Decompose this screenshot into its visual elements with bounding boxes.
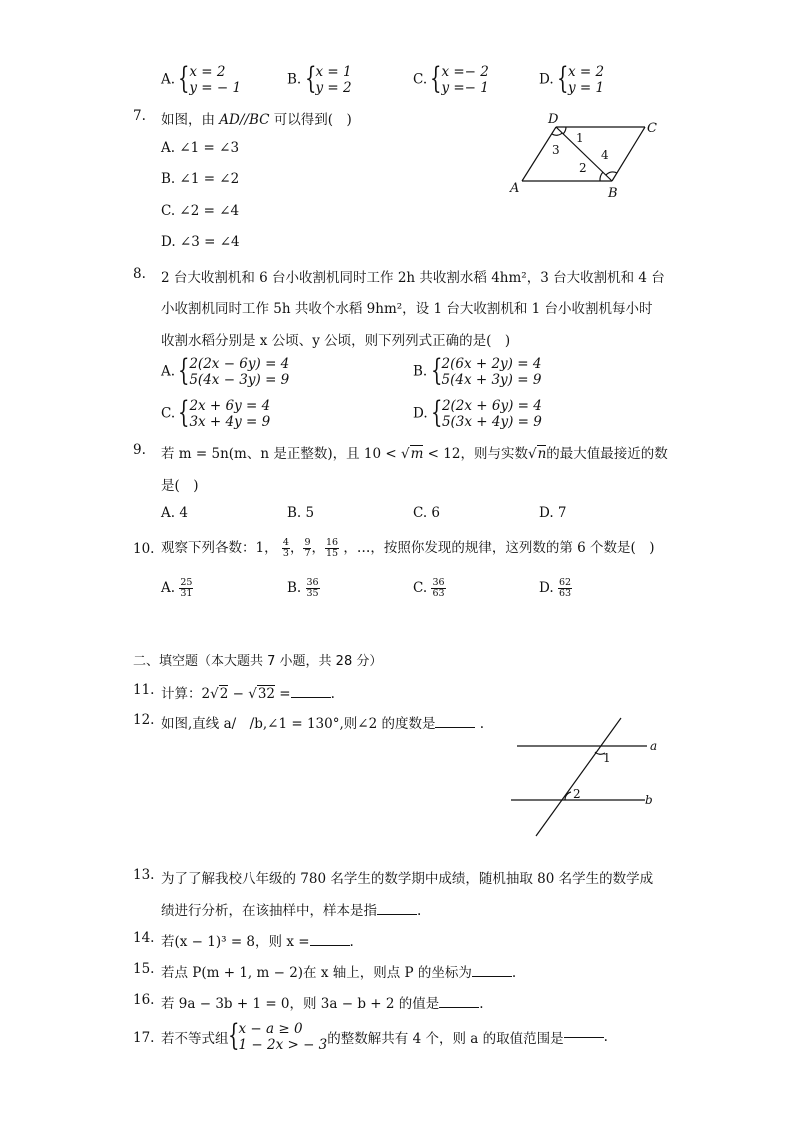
sqrt-sign: √ — [400, 446, 410, 462]
question-stem-line-1: 若 m = 5n(m、n 是正整数)，且 10 < √m < 12，则与实数√n的最大值最接近的数 — [161, 446, 668, 462]
transversal — [536, 718, 621, 836]
parallelogram-figure — [500, 108, 680, 203]
label-a: A — [510, 181, 520, 196]
option-b[interactable]: B. { 2(6x + 2y) = 4 5(4x + 3y) = 9 — [413, 356, 541, 388]
label-b: b — [645, 793, 653, 807]
question-number: 8. — [133, 266, 146, 282]
question-number: 9. — [133, 442, 146, 458]
question-number: 10. — [133, 541, 155, 557]
answer-blank[interactable] — [435, 727, 475, 728]
label-angle-2: 2 — [579, 161, 587, 175]
side-ad — [522, 127, 556, 181]
label-angle-3: 3 — [552, 143, 560, 157]
option-d[interactable]: D. { x = 2 y = 1 — [539, 64, 604, 96]
answer-blank[interactable] — [439, 1007, 479, 1008]
question-stem: 若不等式组{ x − a ≥ 0 1 − 2x > − 3的整数解共有 4 个，则 a 的取值范围是 . — [161, 1021, 608, 1053]
sqrt-sign: √ — [527, 446, 537, 462]
angle-arc-1 — [563, 127, 566, 134]
question-stem: 观察下列各数：1， $\frac{4}{3}$ ， $\frac{9}{7}$ ， $\frac{16}{15}$ ，…，按照你发现的规律，这列数的第 6 个数是( ) — [161, 537, 655, 559]
option-a[interactable]: A. $\frac{25}{31}$ — [161, 577, 193, 599]
question-stem: 若 9a − 3b + 1 = 0，则 3a − b + 2 的值是 . — [161, 996, 484, 1012]
option-a[interactable]: A. { x = 2 y = − 1 — [161, 64, 241, 96]
label-d: D — [548, 112, 559, 127]
option-b[interactable]: B. 5 — [287, 505, 315, 521]
option-d[interactable]: D. { 2(2x + 6y) = 4 5(3x + 4y) = 9 — [413, 398, 542, 430]
option-d[interactable]: D. $\frac{62}{63}$ — [539, 577, 572, 599]
question-number: 15. — [133, 961, 155, 977]
option-d[interactable]: D. ∠3 = ∠4 — [161, 234, 240, 250]
label-angle-2: 2 — [573, 787, 581, 801]
option-b[interactable]: B. ∠1 = ∠2 — [161, 171, 240, 187]
angle-arc-3 — [552, 133, 562, 135]
question-stem-line-1: 2 台大收割机和 6 台小收割机同时工作 2h 共收割水稻 4hm²，3 台大收割机和 4 台 — [161, 270, 665, 286]
answer-blank[interactable] — [472, 976, 512, 977]
question-stem: 若(x − 1)³ = 8，则 x = . — [161, 934, 354, 950]
angle-arc-2 — [565, 792, 571, 800]
question-stem-line-2: 绩进行分析，在该抽样中，样本是指 . — [161, 903, 422, 919]
sqrt-sign: √ — [210, 686, 219, 702]
question-number: 13. — [133, 867, 155, 883]
parallel-lines-figure — [505, 712, 665, 840]
question-stem: 如图，由 AD//BC 可以得到( ) — [161, 112, 352, 128]
label-angle-4: 4 — [601, 148, 609, 162]
question-number: 17. — [133, 1030, 155, 1046]
answer-blank[interactable] — [310, 945, 350, 946]
section-title: 二、填空题（本大题共 7 小题，共 28 分） — [133, 654, 383, 669]
angle-arc-2 — [600, 172, 603, 181]
question-stem-line-2: 小收割机同时工作 5h 共收个水稻 9hm²，设 1 台大收割机和 1 台小收割机每小时 — [161, 301, 653, 317]
question-number: 14. — [133, 930, 155, 946]
question-stem-line-1: 为了了解我校八年级的 780 名学生的数学期中成绩，随机抽取 80 名学生的数学成 — [161, 871, 654, 887]
label-a: a — [650, 739, 658, 753]
answer-blank[interactable] — [377, 914, 417, 915]
option-c[interactable]: C. ∠2 = ∠4 — [161, 203, 240, 219]
fraction: $\frac{16}{15}$ — [325, 537, 339, 559]
question-number: 7. — [133, 108, 146, 124]
label-c: C — [647, 121, 657, 136]
question-stem-line-2: 是( ) — [161, 478, 199, 494]
question-stem: 计算：2√2 − √32 = . — [161, 686, 335, 702]
option-a[interactable]: A. 4 — [161, 505, 188, 521]
option-b[interactable]: B. $\frac{36}{35}$ — [287, 577, 319, 599]
answer-blank[interactable] — [564, 1037, 604, 1038]
question-number: 11. — [133, 682, 155, 698]
fraction: $\frac{4}{3}$ — [282, 537, 289, 559]
option-b[interactable]: B. { x = 1 y = 2 — [287, 64, 352, 96]
inequality-system: { x − a ≥ 0 1 − 2x > − 3 — [229, 1021, 328, 1053]
option-c[interactable]: C. $\frac{36}{63}$ — [413, 577, 445, 599]
question-number: 12. — [133, 712, 155, 728]
option-a[interactable]: A. ∠1 = ∠3 — [161, 140, 240, 156]
sqrt-sign: √ — [248, 686, 257, 702]
label-angle-1: 1 — [603, 751, 611, 765]
option-c[interactable]: C. { 2x + 6y = 4 3x + 4y = 9 — [161, 398, 270, 430]
label-b: B — [608, 186, 618, 201]
answer-blank[interactable] — [291, 697, 331, 698]
question-stem: 若点 P(m + 1, m − 2)在 x 轴上，则点 P 的坐标为 . — [161, 965, 517, 981]
option-a[interactable]: A. { 2(2x − 6y) = 4 5(4x − 3y) = 9 — [161, 356, 289, 388]
question-stem: 如图,直线 a/ /b,∠1 = 130°,则∠2 的度数是 . — [161, 716, 485, 732]
label-angle-1: 1 — [576, 131, 584, 145]
option-d[interactable]: D. 7 — [539, 505, 567, 521]
fraction: $\frac{9}{7}$ — [304, 537, 311, 559]
question-number: 16. — [133, 992, 155, 1008]
option-c[interactable]: C. { x =− 2 y =− 1 — [413, 64, 489, 96]
question-stem-line-3: 收割水稻分别是 x 公顷、y 公顷，则下列列式正确的是( ) — [161, 333, 511, 349]
option-c[interactable]: C. 6 — [413, 505, 441, 521]
